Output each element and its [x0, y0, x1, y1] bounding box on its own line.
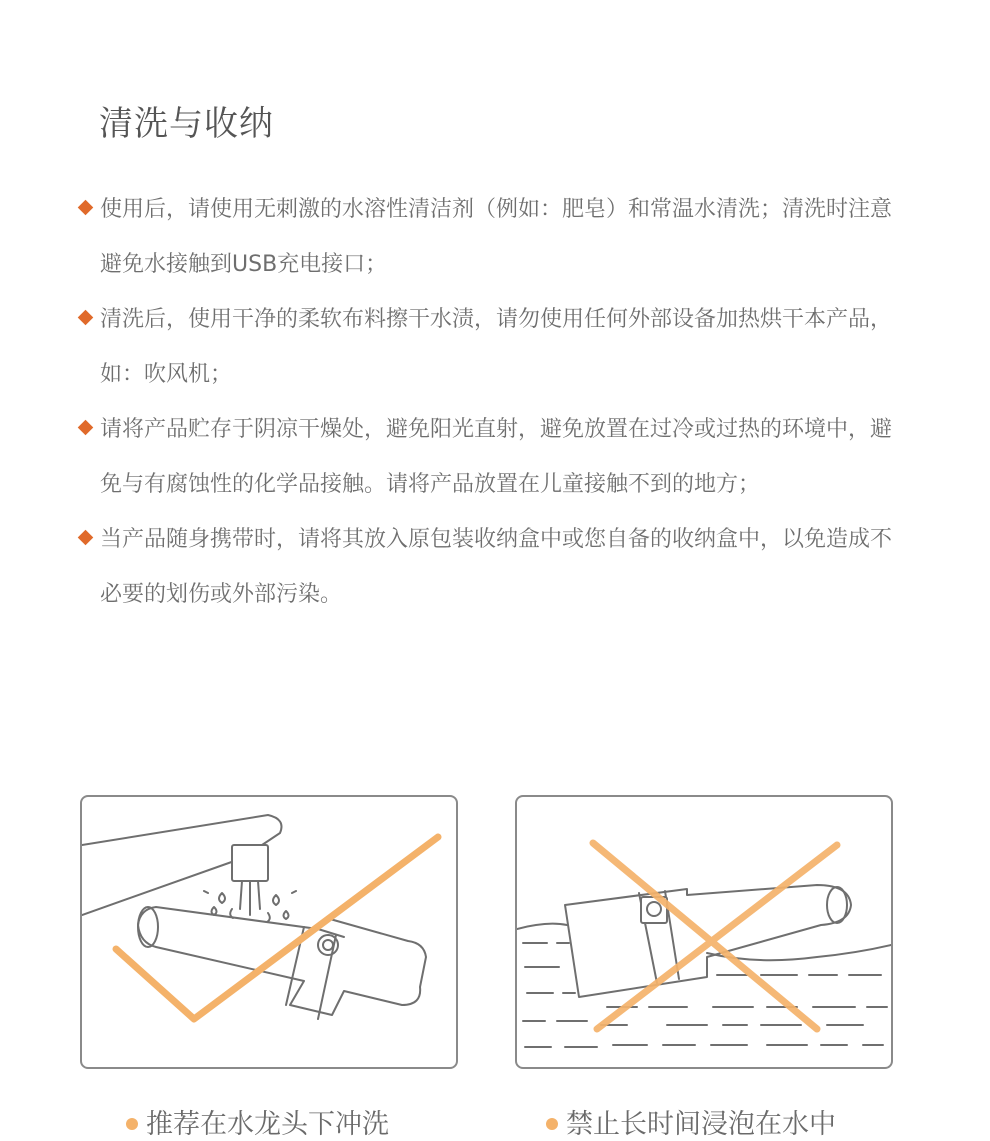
cross-mark-icon — [593, 843, 837, 1029]
instruction-item — [78, 512, 900, 622]
water-lines-icon — [523, 943, 887, 1047]
no-soaking-image — [517, 797, 891, 1067]
diamond-bullet-icon — [78, 200, 94, 216]
instruction-text: 使用后，请使用无刺激的水溶性清洁剂（例如：肥皂）和常温水清洗；清洗时注意避免水接触到USB充电接口； — [100, 197, 893, 277]
dot-bullet-icon — [546, 1118, 558, 1130]
instruction-item — [78, 182, 900, 292]
instruction-text: 请将产品贮存于阴凉干燥处，避免阳光直射，避免放置在过冷或过热的环境中，避免与有腐蚀性的化学品接触。请将产品放置在儿童接触不到的地方； — [100, 417, 893, 497]
diamond-bullet-icon — [78, 530, 94, 546]
diamond-bullet-icon — [78, 310, 94, 326]
instruction-text: 当产品随身携带时，请将其放入原包装收纳盒中或您自备的收纳盒中，以免造成不必要的划伤或外部污染。 — [100, 527, 893, 607]
device-icon — [138, 907, 426, 1015]
rinse-under-tap-illustration — [80, 795, 458, 1069]
section-title: 清洗与收纳 — [99, 104, 274, 144]
instruction-item — [78, 292, 900, 402]
check-mark-icon — [116, 837, 438, 1019]
recommend-caption — [126, 1102, 389, 1141]
instruction-text: 清洗后，使用干净的柔软布料擦干水渍，请勿使用任何外部设备加热烘干本产品，如：吹风机； — [100, 307, 893, 387]
forbid-caption — [546, 1102, 836, 1141]
diamond-bullet-icon — [78, 420, 94, 436]
dot-bullet-icon — [126, 1118, 138, 1130]
care-instructions-list — [78, 182, 900, 622]
no-soaking-illustration — [515, 795, 893, 1069]
caption-text: 禁止长时间浸泡在水中 — [566, 1109, 836, 1140]
caption-text: 推荐在水龙头下冲洗 — [146, 1109, 389, 1140]
instruction-item — [78, 402, 900, 512]
rinse-under-tap-image — [82, 797, 456, 1067]
